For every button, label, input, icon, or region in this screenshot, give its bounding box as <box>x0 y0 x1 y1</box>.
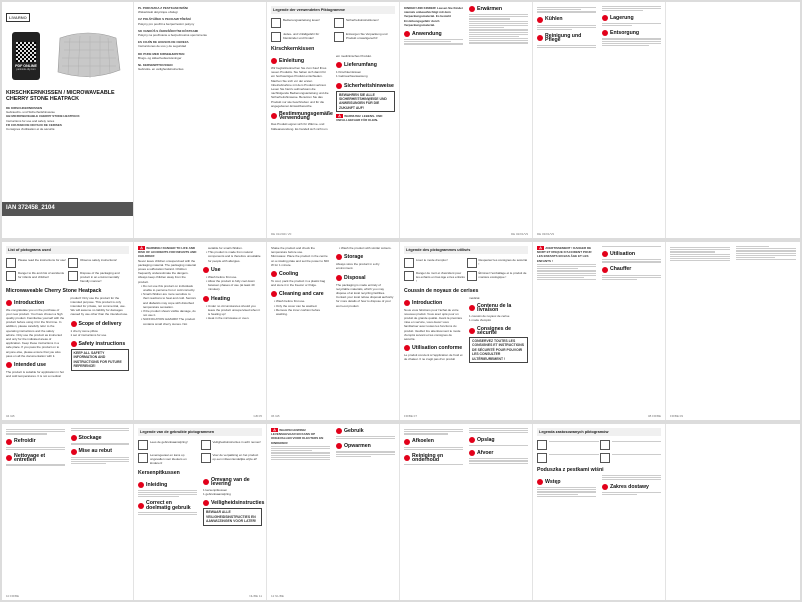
safety-icon <box>334 18 344 28</box>
fr-use2-heading: Utilisation <box>602 251 661 257</box>
gb-intro-heading: Introduction <box>6 300 65 306</box>
info-icon <box>6 362 12 368</box>
legend-item: Dispose of the packaging and product in an environmentally friendly manner! <box>68 271 129 284</box>
child-warning-icon <box>138 453 148 463</box>
info-icon <box>336 275 342 281</box>
de-warning-cont: KINDER UND KINDER! Lassen Sie Kinder niemals unbeaufsichtigt mit dem Verpackungsmaterial. Es besteht Erstickungsgefahr durch Verpackungsmaterial. <box>404 6 464 27</box>
info-icon <box>602 267 608 273</box>
legend-item: Éliminez l'emballage et le produit de manière écologique ! <box>467 271 529 284</box>
warning-icon: ⚠ <box>539 246 543 250</box>
info-icon <box>271 291 277 297</box>
de-legend-title: Legende der verwendeten Piktogramme <box>271 6 395 14</box>
fr-heat-heading: Chauffer <box>602 267 661 273</box>
list-item: ▪ Small children are more sensitive to their reactions to heat and cold. Seniors and diabetics may cope with disturbed temperature sensation. <box>143 292 197 309</box>
warning-icon: ⚠ <box>338 114 342 119</box>
safety-icon <box>467 258 477 268</box>
gb-heat-list <box>203 304 262 321</box>
fr-body-4 <box>6 428 129 466</box>
info-icon <box>469 6 475 12</box>
info-icon <box>336 443 342 449</box>
fr-clean-heading: Nettoyage et entretien <box>6 454 65 462</box>
nl-use-heading: Correct en doelmatig gebruik <box>138 501 197 509</box>
manual-icon <box>404 258 414 268</box>
nl-title: Kersenpitkussen <box>138 469 180 476</box>
pl-body-1 <box>537 475 661 496</box>
info-icon <box>404 455 410 461</box>
page-number: DE 03/01/V9 <box>537 232 555 236</box>
info-icon <box>336 254 342 260</box>
blank-page <box>666 424 800 600</box>
fr-store-heading: Stockage <box>71 435 130 441</box>
nl-body-2 <box>271 428 395 461</box>
fr-page-2 <box>533 242 666 420</box>
lang-entry: GB MICROWAVEABLE CHERRY STONE HEATPACK Instructions for use and safety notes <box>6 114 80 123</box>
gb-clean-heading: Cleaning and care <box>271 291 330 297</box>
warning-icon: ⚠ <box>140 246 144 250</box>
gb-page-1 <box>2 242 134 420</box>
fr-intro-text: Nous vous félicitons pour l'achat de votre nouveau produit. Vous avez opté pour un produit de grande qualité. Avant la première mise en service, vous devez vous familiariser avec toutes les fonctions du produit. Veuillez lire attentivement le mode d'emploi suivant et les consignes de sécurité. <box>404 307 463 342</box>
lang-entry: SK VANKÚŠ S ČEREŠŇOVÝMI KÔSTKAMI Pokyny na používanie a bezpečnostné upozornenia <box>138 28 207 38</box>
page-number: 12 NL/BE <box>271 594 284 598</box>
de-page-3 <box>533 2 666 238</box>
gb-warning: ⚠ WARNING! DANGER TO LIFE AND RISK OF ACCIDENTS FOR INFANTS AND CHILDREN! <box>138 246 197 259</box>
de-scope-item: 1 Gebrauchsanweisung <box>336 74 368 79</box>
pl-scope-heading: Zakres dostawy <box>602 484 661 490</box>
list-item: ▪ Heat in the microwave or oven. <box>208 316 262 320</box>
recycle-icon <box>467 271 477 281</box>
list-item: ▪ Remove the inner cushion before washing. <box>276 308 330 316</box>
page-number: NL/BE 11 <box>249 594 262 598</box>
fr-safety-box: CONSERVEZ TOUTES LES CONSIGNES ET INSTRUCTIONS DE SÉCURITÉ POUR POUVOIR LES CONSULTER ULTÉRIEUREMENT ! <box>469 337 528 363</box>
gb-page-2 <box>134 242 267 420</box>
de-use-text: Das Produkt eignet sich für Wärme- und Kälteanwendung. Es handelt sich nicht um ein medizinisches Produkt. <box>271 54 372 131</box>
recycle-icon <box>68 271 78 281</box>
list-item: ▪ Only the cover can be washed. <box>276 304 330 308</box>
list-item: ▪ Wash the product with similar colours. <box>341 246 395 250</box>
info-icon <box>404 31 410 37</box>
nl-page-2 <box>267 424 400 600</box>
lang-entry: CZ POLŠTÁŘEK S PECKAMI TŘEŠNÍ Pokyny pro použití a bezpečnostní pokyny <box>138 17 195 26</box>
gb-cool-heading: Cooling <box>271 271 330 277</box>
fr-dispose-heading: Mise au rebut <box>71 449 130 455</box>
warning-icon: ⚠ <box>273 428 277 432</box>
pl-title: Poduszka z pestkami wiśni <box>537 467 604 473</box>
recycle-icon <box>600 453 610 463</box>
fr-cool-heading: Refroidir <box>6 439 65 445</box>
info-icon <box>336 62 342 68</box>
nl-store-heading: Opslag <box>469 437 528 443</box>
page-number: FR/BE 07 <box>404 414 418 418</box>
info-icon <box>537 479 543 485</box>
page-number: DE 01/2021 V0 <box>271 232 292 236</box>
info-icon <box>602 30 608 36</box>
legend-item <box>537 440 599 450</box>
legend-item <box>600 440 662 450</box>
info-icon <box>404 439 410 445</box>
gb-body-2 <box>138 246 262 326</box>
pl-legend-title: Legenda zastosowanych piktogramów <box>537 428 661 436</box>
nl-safety-box: BEWAAR ALLE VEILIGHEIDSINSTRUCTIES EN AANWIJZINGEN VOOR LATER! <box>203 508 262 525</box>
gb-safety-heading: Safety instructions <box>71 341 130 347</box>
de-cool-heading: Kühlen <box>537 17 596 23</box>
info-icon <box>203 500 209 506</box>
page-number: FR/BE 09 <box>670 414 684 418</box>
gb-title: Microwaveable Cherry Stone Heatpack <box>6 287 102 294</box>
legend-item: Jedes- und Unfallgefahr für Kleinkinder und Kinder! <box>271 32 332 42</box>
gb-use-list <box>203 275 262 292</box>
info-icon <box>469 305 475 311</box>
pl-legend <box>537 439 661 464</box>
lang-entry: FR COUSSIN DE NOYAUX DE CERISES Consignes d'utilisation et de sécurité <box>6 122 62 132</box>
de-safety-heading: Sicherheitshinweise <box>336 83 395 89</box>
legend-item: Danger de mort et d'accident pour les enfants en bas âge et les enfants ! <box>404 271 466 284</box>
child-warning-icon <box>404 271 414 281</box>
info-icon <box>203 296 209 302</box>
nl-legend <box>138 439 262 467</box>
nl-heat-heading: Opwarmen <box>336 443 395 449</box>
nl-legend-title: Legende van de gebruikte pictogrammen <box>138 428 262 436</box>
gb-scope-item: 1 cherry stone pillow <box>70 328 98 333</box>
safety-icon <box>600 440 610 450</box>
manual-icon <box>138 440 148 450</box>
pdf-online-url: parkside-diy.com <box>16 67 36 71</box>
gb-dispose-text: The packaging is made entirely of recyclable materials, which you may dispose of at local recycling facilities. Contact your local refuse disposal authority for more details of how to dispose of your worn-out product. <box>336 282 394 308</box>
info-icon <box>336 83 342 89</box>
de-scope-heading: Lieferumfang <box>336 62 395 68</box>
sheet-bottom <box>2 424 800 600</box>
manual-icon <box>537 440 547 450</box>
info-icon <box>336 428 342 434</box>
lang-entry: DK PUDE MED KIRSEBÆRSTEN Brugs- og sikkerhedsanvisninger <box>138 51 185 60</box>
de-page-2 <box>400 2 533 238</box>
nl-page-3 <box>400 424 533 600</box>
de-use-heading: Bestimmungsgemäße Verwendung <box>271 112 330 120</box>
gb-store-heading: Storage <box>336 254 395 260</box>
gb-cool-text: To cool, pack the product in a plastic bag and store it in the freezer or fridge. <box>271 279 326 288</box>
gb-use-text: The product is suitable for application in hot and cold temperatures. It is not a medical product! Only use the product for the intended purpose. This product is only intended for private, not commercial, use. We will assume no liability for damages caused by use other than the intended use. <box>6 295 129 379</box>
gb-heat-text: Shake the product and check the temperature before use. <box>271 246 315 255</box>
fr-scope-item: 1 coussin de noyaux de cerise <box>469 314 510 319</box>
info-icon <box>271 271 277 277</box>
cover-page <box>2 2 134 238</box>
pdf-online-label: PDF ONLINE <box>15 63 37 68</box>
info-icon <box>537 17 543 23</box>
safety-icon <box>68 258 78 268</box>
legend-item: Sicherheitsinstruktionen! <box>334 18 395 28</box>
gb-micro-text: Microwave: Place the product in the centre on a rotating plate and set the power to 600 W for 1 minute. <box>271 254 329 267</box>
product-title: KIRSCHKERNKISSEN / MICROWAVEABLE CHERRY STONE HEATPACK <box>6 90 115 103</box>
fr-legend <box>404 257 528 285</box>
lang-entry: DE KIRSCHKERNKISSEN Gebrauchs- und Sicherheitshinweise <box>6 106 55 115</box>
fr-page-3 <box>666 242 800 420</box>
info-icon <box>203 267 209 273</box>
nl-scope-item: 1 gebruiksaanwijzing <box>203 492 231 497</box>
gb-use-heading: Intended use <box>6 362 65 368</box>
legend-item: Entsorgen Sie Verpackung und Produkt umweltgerecht! <box>334 32 395 42</box>
de-body-3 <box>537 6 661 47</box>
list-item: ▪ Allow the product to fully cool down between phases of use (at least 40 minutes). <box>208 279 262 292</box>
qr-code-icon <box>16 42 36 62</box>
info-icon <box>138 482 144 488</box>
gb-safety-box: KEEP ALL SAFETY INFORMATION AND INSTRUCTIONS FOR FUTURE REFERENCE! <box>71 349 130 371</box>
nl-safety-heading: Veiligheidsinstructies <box>203 500 262 506</box>
list-item: ▪ Under no circumstances should you leave the product unsupervised when it is heating up! <box>208 304 262 317</box>
gb-scope-item: 1 set of instructions for use <box>70 332 107 337</box>
fr-scope-heading: Contenu de la livraison <box>469 304 528 312</box>
legend-item: Lisez le mode d'emploi ! <box>404 258 466 268</box>
nl-scope-item: 1 kersenpitkussen <box>203 488 228 493</box>
page-number: DE 02/01/V9 <box>510 232 528 236</box>
de-title: Kirschkernkissen <box>271 46 315 52</box>
de-legend <box>271 17 395 43</box>
info-icon <box>469 328 475 334</box>
page-number: 06 GB <box>271 414 280 418</box>
nl-clean-heading: Reiniging en onderhoud <box>404 454 463 462</box>
brand-logo: LIVARNO <box>6 13 30 22</box>
fr-use-heading: Utilisation conforme <box>404 345 463 351</box>
nl-warning: ⚠ WAARSCHUWING! LEVENSGEVAAR EN KANS OP ONGEVALLEN VOOR KLEUTERS EN KINDEREN! <box>271 428 324 445</box>
gb-page-3 <box>267 242 400 420</box>
child-warning-icon <box>537 453 547 463</box>
legend-item: Observe safety instructions! <box>68 258 129 268</box>
info-icon <box>71 321 77 327</box>
nl-intro-heading: Inleiding <box>138 482 197 488</box>
blank-page <box>666 2 800 238</box>
lang-entry: ES COJÍN DE HUESOS DE CEREZA Instrucciones de uso y de seguridad <box>138 40 189 49</box>
legend-item: Lees de gebruiksaanwijzing! <box>138 440 200 450</box>
sheet-top <box>2 2 800 238</box>
de-apply-heading: Anwendung <box>404 31 463 37</box>
manual-icon <box>6 258 16 268</box>
legend-item: Please read the instructions for use! <box>6 258 67 268</box>
info-icon <box>6 439 12 445</box>
sheet-middle <box>2 242 800 420</box>
info-icon <box>404 300 410 306</box>
de-intro-text: Wir beglückwünschen Sie zum Kauf Ihres neuen Produkts. Sie haben sich damit für ein hochwertiges Produkt entschieden. Machen Sie sich vor der ersten Inbetriebnahme mit dem Produkt vertraut. Lesen Sie hierzu aufmerksam die nachfolgende Bedienungsanleitung und die Sicherheitshinweise. Benutzen Sie das Produkt nur wie beschrieben und für die angegebenen Einsatzbereiche. <box>271 66 329 108</box>
info-icon <box>271 58 277 64</box>
legend-item: Danger to life and risk of accidents for infants and children! <box>6 271 67 284</box>
info-icon <box>602 15 608 21</box>
fr-body-1 <box>404 296 528 364</box>
legend-item: Veiligheidsinstructies in acht nemen! <box>201 440 263 450</box>
pdf-online-qr <box>12 32 40 80</box>
language-list <box>6 106 130 131</box>
page-number: GB 05 <box>253 414 262 418</box>
gb-warning-text: Never leave children unsupervised with the packaging material. The packaging material poses a suffocation hazard. Children frequently underestimate the dangers. Always keep children away from the product. <box>138 258 196 284</box>
fr-page-1 <box>400 242 533 420</box>
child-warning-icon <box>6 271 16 281</box>
fr-page-4 <box>2 424 134 600</box>
de-warning: ⚠ WARNUNG! LEBENS- UND UNFALLGEFAHR FÜR KLEIN- <box>336 114 383 123</box>
info-icon <box>203 479 209 485</box>
fr-use-text: Le produit convient à l'application de froid et de chaleur. Il ne s'agit pas d'un produit médical. <box>404 295 481 362</box>
page-number: 10 FR/BE <box>6 594 20 598</box>
fr-legend-title: Légende des pictogrammes utilisés <box>404 246 528 254</box>
fr-body-3 <box>670 246 796 262</box>
list-item: ▪ SUFFOCATION HAZARD! The product contains small cherry stones. Not suitable for small children. <box>143 246 262 326</box>
lang-entry: PL PODUSZKA Z PESTKAMI WIŚNI Wskazówki dotyczące obsługi <box>138 6 188 15</box>
manual-icon <box>271 18 281 28</box>
nl-body-1 <box>138 476 265 526</box>
gb-use2-heading: Use <box>203 267 262 273</box>
info-icon <box>138 503 144 509</box>
info-icon <box>404 345 410 351</box>
info-icon <box>537 35 543 41</box>
info-icon <box>602 251 608 257</box>
fr-intro-heading: Introduction <box>404 300 463 306</box>
de-scope-item: 1 Kirschkernkissen <box>336 70 362 75</box>
fr-title: Coussin de noyaux de cerises <box>404 287 479 294</box>
de-body-2 <box>404 6 528 47</box>
gb-intro-text: We congratulate you on the purchase of your new product. You have chosen a high quality product. Familiarise yourself with the product before using it for the first time. In addition, please carefully refer to the operating instructions and the safety advice. Only use the product as instructed and only for the indicated areas of application. Keep these instructions in a safe place. If you pass the product on to anyone else, please ensure that you also pass on all the documentation with it. <box>6 307 65 358</box>
list-item: ▪ If the product shows visible damage, do not use it. <box>143 309 197 317</box>
legend-item: Voer de verpakking en het product op een milieuvriendelijke wijze af! <box>201 453 263 466</box>
legend-item: Bedienungsanleitung lesen! <box>271 18 332 28</box>
fr-warning: ⚠ AVERTISSEMENT ! DANGER DE MORT ET RISQUE D'ACCIDENT POUR LES ENFANTS EN BAS ÂGE ET LES ENFANTS ! <box>537 246 592 263</box>
info-icon <box>602 484 608 490</box>
info-icon <box>271 113 277 119</box>
nl-gebruik-heading: Gebruik <box>336 428 395 434</box>
fr-body-2 <box>537 246 661 281</box>
safety-icon <box>201 440 211 450</box>
product-photo <box>50 26 126 86</box>
gb-body-1 <box>6 296 129 379</box>
list-item: ▪ Wash before first use. <box>276 299 330 303</box>
de-dispose-heading: Entsorgung <box>602 30 661 36</box>
legend-item: Respectez les consignes de sécurité ! <box>467 258 529 268</box>
child-warning-icon <box>271 32 281 42</box>
de-body-1 <box>271 54 395 131</box>
page-number: 04 GB <box>6 414 15 418</box>
recycle-icon <box>201 453 211 463</box>
gb-dispose-heading: Disposal <box>336 275 395 281</box>
info-icon <box>71 435 77 441</box>
list-item: ▪ Wash before first use. <box>208 275 262 279</box>
gb-heat-heading: Heating <box>203 296 262 302</box>
de-intro-heading: Einleitung <box>271 58 330 64</box>
de-clean-heading: Reinigung und Pflege <box>537 34 596 42</box>
gb-legend <box>6 257 129 285</box>
info-icon <box>469 437 475 443</box>
list-item: ▪ This product is made from natural components and is therefore unsuitable for people with allergies. <box>208 250 262 263</box>
gb-legend-title: List of pictograms used <box>6 246 129 254</box>
gb-scope-heading: Scope of delivery <box>71 321 130 327</box>
lang-entry: NL KERSENPITKUSSEN Gebruiks- en veiligheidsinstructies <box>138 63 184 72</box>
de-warm-heading: Erwärmen <box>469 6 528 12</box>
info-icon <box>71 449 77 455</box>
pl-page-1 <box>533 424 666 600</box>
info-icon <box>6 300 12 306</box>
page-number: 08 FR/BE <box>647 414 661 418</box>
recycle-icon <box>334 32 344 42</box>
de-page-1 <box>267 2 400 238</box>
nl-dispose-heading: Afvoer <box>469 450 528 456</box>
nl-cool-heading: Afkoelen <box>404 439 463 445</box>
pl-intro-heading: Wstęp <box>537 479 596 485</box>
de-store-heading: Lagerung <box>602 15 661 21</box>
nl-scope-heading: Omvang van de levering <box>203 478 262 486</box>
gb-body-3 <box>271 246 395 316</box>
lang-index <box>138 6 262 71</box>
legend-item: Levensgevaar en kans op ongevallen voor kleuters en kinderen! <box>138 453 200 466</box>
info-icon <box>71 341 77 347</box>
legend-item <box>600 453 662 463</box>
nl-body-3 <box>404 428 528 465</box>
de-safety-box: BEWAHREN SIE ALLE SICHERHEITSHINWEISE UND ANWEISUNGEN FÜR DIE ZUKUNFT AUF! <box>336 91 395 113</box>
ian-number: IAN 372458_2104 <box>2 202 133 216</box>
fr-safety-heading: Consignes de sécurité <box>469 327 528 335</box>
fr-scope-item: 1 mode d'emploi <box>469 318 491 323</box>
list-item: ▪ Do not use this product on individuals unable to perceive hot or cold correctly. <box>143 284 197 292</box>
info-icon <box>6 455 12 461</box>
gb-store-text: Always store the product in a dry environment. <box>336 262 380 271</box>
nl-page-1 <box>134 424 267 600</box>
legend-item <box>537 453 599 463</box>
language-index-page <box>134 2 267 238</box>
info-icon <box>469 450 475 456</box>
